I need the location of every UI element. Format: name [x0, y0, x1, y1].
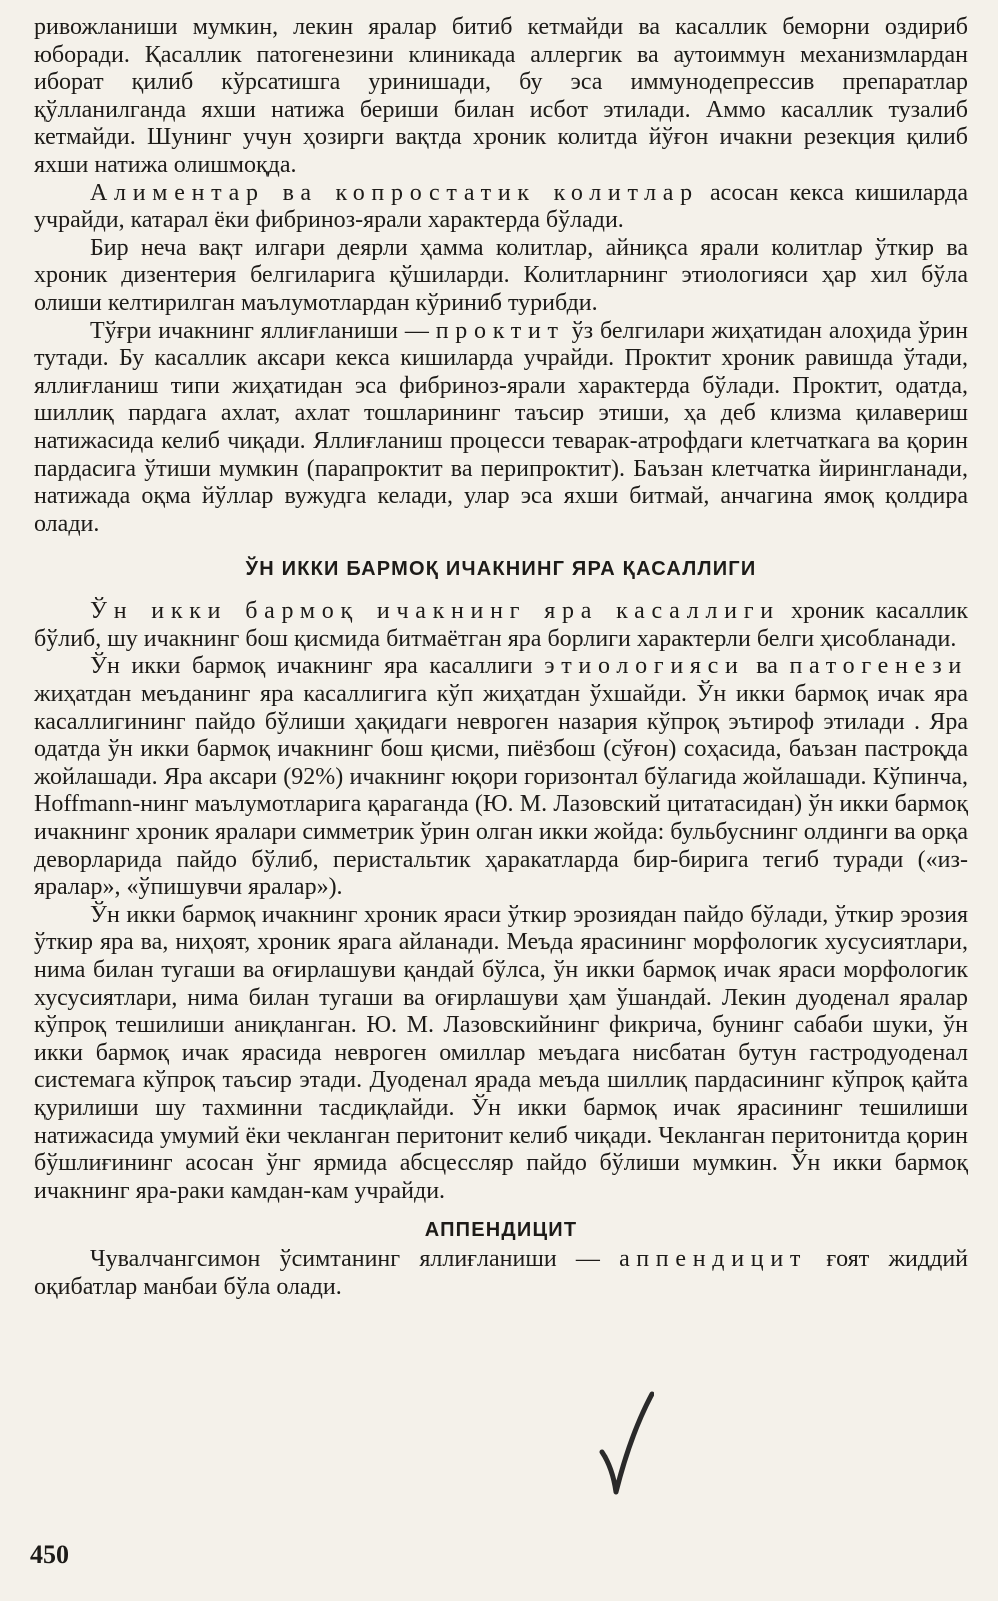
paragraph-appendicitis-rest: ғоят жиддий оқибатлар манбаи бўла олади. [34, 1246, 969, 1300]
paragraph-appendicitis [34, 1246, 968, 1301]
term-pathogenesis: патогенези [789, 653, 968, 680]
paragraph-ulcer-etiology [34, 653, 968, 901]
paragraph-colitis-end: ривожланиши мумкин, лекин яралар битиб кетмайди ва касаллик беморни оздириб юборади. Қасаллик патогенезини клиникада аллергик ва аутоиммун механизмлардан иборат қилиб кўрсатишга уринишади, бу эса иммунодепрессив препаратлар қўлланилганда яхши натижа бериши билан исбот этилади. Аммо касаллик тузалиб кетмайди. Шунинг учун ҳозирги вақтда хроник колитда йўғон ичакни резекция қилиб яхши натижа олишмоқда. [34, 14, 968, 178]
paragraph-dysentery: Бир неча вақт илгари деярли ҳамма колитлар, айниқса ярали колитлар ўткир ва хроник дизентерия белгиларига қўшиларди. Колитларнинг этиологияси ҳар хил бўла олиши келтирилган маълумотлардан кўриниб турибди. [34, 234, 968, 316]
paragraph-ulcer-etiology-lead: Ўн икки бармоқ ичакнинг яра касаллиги [90, 653, 545, 680]
paragraph-proctitis-rest: ўз белгилари жиҳатидан алоҳида ўрин тутади. Бу касаллик аксари кекса кишиларда учрайди. Проктит хроник равишда ўтади, яллиғланиш типи жиҳатидан эса фибриноз-ярали характерда бўлади. Проктит, одатда, шиллиқ пардага ахлат, ахлат тошларининг таъсир этиши, ҳа деб клизма қилавериш натижасида келиб чиқади. Яллиғланиш процесси теварак-атрофдаги клетчаткага ва қорин пардасига ўтиши мумкин (парапроктит ва перипроктит). Баъзан клетчатка йирингланади, натижада оқма йўллар вужудга келади, улар эса яхши битмай, анчагина ямоқ қолдира олади. [34, 317, 968, 537]
paragraph-appendicitis-lead: Чувалчангсимон ўсимтанинг яллиғланиши — [90, 1246, 620, 1273]
heading-duodenal-ulcer: ЎН ИККИ БАРМОҚ ИЧАКНИНГ ЯРА ҚАСАЛЛИГИ [245, 558, 757, 581]
term-etiology: этиологияси [544, 653, 745, 680]
paragraph-alimentary-colitis [34, 180, 968, 235]
term-appendicitis: аппендицит [619, 1246, 808, 1273]
paragraph-ulcer-definition [34, 598, 968, 653]
paragraph-ulcer-etiology-mid: ва [744, 653, 790, 680]
page-number: 450 [30, 1540, 69, 1569]
term-alimentary-colitis: Алиментар ва копростатик колитлар [90, 179, 699, 206]
paragraph-ulcer-etiology-rest: жиҳатдан меъданинг яра касаллигига кўп жиҳатдан ўхшайди. Ўн икки бармоқ ичак яра касаллигининг пайдо бўлиши ҳақидаги неврогeн назария кўпроқ эътироф этилади . Яра одатда ўн икки бармоқ ичакнинг бош қисми, пиёзбош (сўғон) соҳасида, баъзан пастроқда жойлашади. Яра аксари (92%) ичакнинг юқори горизонтал бўлагида жойлашади. Кўпинча, Hoffmann-нинг маълумотларига қараганда (Ю. М. Лазовский цитатасидан) ўн икки бармоқ ичакнинг хроник яралари симметрик ўрин олган икки жойда: бульбуснинг олдинги ва орқа деворларида пайдо бўлиб, перистальтик ҳаракатларда бир-бирига тегиб туради («из-яралар», «ўпишувчи яралар»). [34, 681, 968, 901]
handwritten-check-icon [596, 1390, 654, 1498]
paragraph-alimentary-rest: асосан кекса кишиларда учрайди, катарал ёки фибриноз-ярали характерда бўлади. [34, 179, 968, 234]
paragraph-proctitis-lead: Тўғри ичакнинг яллиғланиши — [90, 317, 436, 344]
heading-appendicitis: АППЕНДИЦИТ [424, 1219, 578, 1242]
term-duodenal-ulcer: Ўн икки бармоқ ичакнинг яра касаллиги [90, 598, 780, 625]
paragraph-ulcer-morphology: Ўн икки бармоқ ичакнинг хроник яраси ўткир эрозиядан пайдо бўлади, ўткир эрозия ўткир яра ва, ниҳоят, хроник ярага айланади. Меъда ярасининг морфологик хусусиятлари, нима билан тугаши ва оғирлашуви қандай бўлса, ўн икки бармоқ ичак яраси морфологик хусусиятлари, нима билан тугаши ва оғирлашуви ҳам ўшандай. Лекин дуоденал яралар кўпроқ тешилиши аниқланган. Ю. М. Лазовскийнинг фикрича, бунинг сабаби шуки, ўн икки бармоқ ичак ярасида неврогeн омиллар меъдага нисбатан бутун гастродуоденал системага кўпроқ таъсир этади. Дуоденал ярада меъда шиллиқ пардасининг кўпроқ қайта қурилиши шу тахминни тасдиқлайди. Ўн икки бармоқ ичак ярасининг тешилиши натижасида умумий ёки чекланган перитонит келиб чиқади. Чекланган перитонитда қорин бўшлиғининг асосан ўнг ярмида абсцессляр пайдо бўлиши мумкин. Ўн икки бармоқ ичакнинг яра-раки камдан-кам учрайди. [34, 901, 968, 1204]
paragraph-ulcer-definition-rest: хроник касаллик бўлиб, шу ичакнинг бош қисмида битмаётган яра борлиги характерли белги ҳисобланади. [34, 598, 968, 652]
paragraph-proctitis [34, 318, 968, 539]
term-proctitis: проктит [435, 317, 565, 344]
